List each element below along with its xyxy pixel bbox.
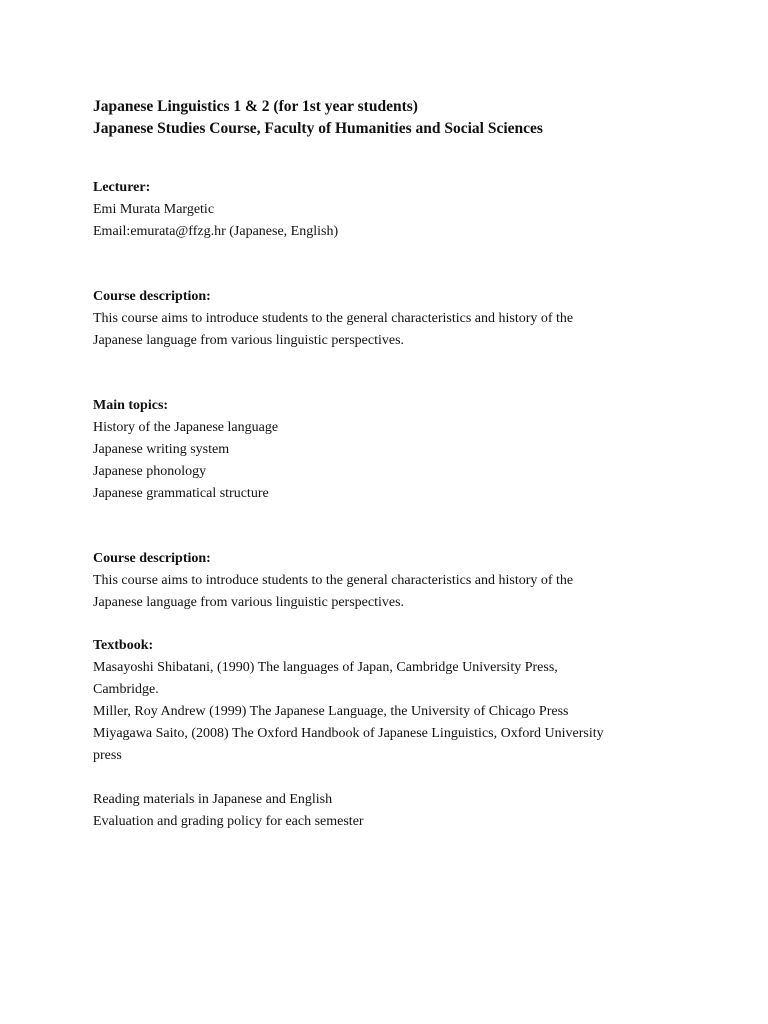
topic-item: Japanese grammatical structure xyxy=(93,486,269,501)
textbook-entry: Masayoshi Shibatani, (1990) The languages of Japan, Cambridge University Press, xyxy=(93,660,558,675)
textbook-heading: Textbook: xyxy=(93,638,154,653)
textbook-entry: press xyxy=(93,748,122,763)
course-description-heading: Course description: xyxy=(93,289,211,304)
main-topics-section xyxy=(93,395,733,505)
topic-item: Japanese writing system xyxy=(93,442,230,457)
course-description-line: Japanese language from various linguistic perspectives. xyxy=(93,333,405,348)
topic-item: History of the Japanese language xyxy=(93,420,279,435)
course-description-line: Japanese language from various linguistic perspectives. xyxy=(93,595,405,610)
lecturer-heading: Lecturer: xyxy=(93,180,151,195)
textbook-entry: Miller, Roy Andrew (1999) The Japanese Language, the University of Chicago Press xyxy=(93,704,569,719)
document-page xyxy=(93,96,733,833)
course-description-line: This course aims to introduce students to the general characteristics and history of the xyxy=(93,573,574,588)
course-description-heading: Course description: xyxy=(93,551,211,566)
notes-section xyxy=(93,789,733,833)
document-title-line-2: Japanese Studies Course, Faculty of Humanities and Social Sciences xyxy=(93,120,543,137)
lecturer-email: Email:emurata@ffzg.hr (Japanese, English) xyxy=(93,224,339,239)
course-description-section-1 xyxy=(93,286,733,352)
course-description-line: This course aims to introduce students to the general characteristics and history of the xyxy=(93,311,574,326)
topic-item: Japanese phonology xyxy=(93,464,207,479)
course-description-section-2 xyxy=(93,548,733,614)
lecturer-section xyxy=(93,177,733,243)
textbook-entry: Cambridge. xyxy=(93,682,159,697)
document-title-line-1: Japanese Linguistics 1 & 2 (for 1st year students) xyxy=(93,98,418,115)
note-line: Evaluation and grading policy for each semester xyxy=(93,814,364,829)
lecturer-name: Emi Murata Margetic xyxy=(93,202,215,217)
main-topics-heading: Main topics: xyxy=(93,398,169,413)
textbook-section xyxy=(93,635,733,767)
note-line: Reading materials in Japanese and English xyxy=(93,792,333,807)
textbook-entry: Miyagawa Saito, (2008) The Oxford Handbook of Japanese Linguistics, Oxford University xyxy=(93,726,604,741)
